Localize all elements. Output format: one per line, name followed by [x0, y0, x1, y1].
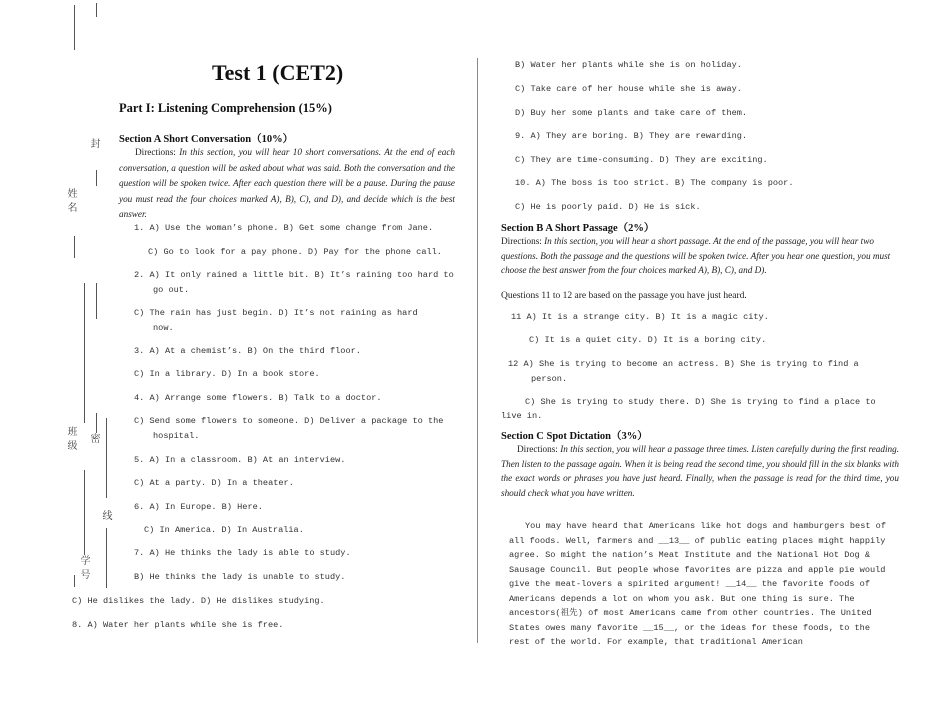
question-line: C) He is poorly paid. D) He is sick. [515, 202, 701, 212]
question-line: hospital. [153, 431, 200, 441]
question-line: 1. A) Use the woman’s phone. B) Get some change from Jane. [134, 223, 434, 233]
question-line: 11 A) It is a strange city. B) It is a magic city. [511, 312, 769, 322]
question-line: 9. A) They are boring. B) They are rewarding. [515, 131, 748, 141]
section-a-heading: Section A Short Conversation（10%） [119, 134, 294, 145]
directions-text: In this section, you will hear a passage three times. Listen carefully during the first reading. Then listen to the passage again. When it is being read the second time, you should fill in the six blanks with the exact words or phrases you have just heard. Finally, when the passage is read for the third time, you should check what you have written. [501, 444, 899, 498]
margin-line-label: 线 [100, 510, 111, 524]
part-heading: Part I: Listening Comprehension (15%) [119, 101, 332, 115]
section-a-directions [119, 145, 455, 223]
dictation-passage [509, 519, 893, 650]
margin-rule [106, 528, 107, 588]
margin-rule [84, 470, 85, 555]
section-c-directions [501, 442, 899, 500]
page-title: Test 1 (CET2) [212, 60, 344, 85]
question-line: C) Take care of her house while she is away. [515, 84, 742, 94]
directions-text: In this section, you will hear a short passage. At the end of the passage, you will hear two questions. Both the passage and the questions will be spoken twice. After you hear one question, you must choose the best answer from the four choices marked A), B), C), and D). [501, 236, 891, 275]
question-line: C) It is a quiet city. D) It is a boring city. [529, 335, 767, 345]
margin-rule [74, 575, 75, 587]
section-c-heading: Section C Spot Dictation（3%） [501, 431, 648, 442]
question-line: 7. A) He thinks the lady is able to study. [134, 548, 351, 558]
margin-rule [96, 3, 97, 17]
section-b-lead: Questions 11 to 12 are based on the passage you have just heard. [501, 291, 747, 301]
question-line: C) In America. D) In Australia. [144, 525, 304, 535]
question-line: B) Water her plants while she is on holiday. [515, 60, 742, 70]
question-line: C) They are time-consuming. D) They are exciting. [515, 155, 768, 165]
question-line: person. [531, 374, 568, 384]
question-line: C) The rain has just begin. D) It’s not raining as hard [134, 308, 418, 318]
margin-class-label: 班级 [65, 426, 76, 454]
margin-sealed-label: 密 [88, 433, 99, 447]
margin-rule [96, 170, 97, 186]
directions-label: Directions: [501, 236, 545, 246]
margin-rule [106, 418, 107, 498]
question-line: 6. A) In Europe. B) Here. [134, 502, 263, 512]
question-line: 4. A) Arrange some flowers. B) Talk to a doctor. [134, 393, 382, 403]
passage-text: You may have heard that Americans like hot dogs and hamburgers best of all foods. Well, farmers and __13__ of public eating places might happily agree. So might the nation’s Meat Institute and the National Hot Dog & Sausage Council. But people whose favorites are pizza and apple pie would give the meat-lovers a spirited argument! __14__ the favorite foods of Americans depends a lot on whom you ask. But one thing is sure. The ancestors(祖先) of most Americans came from other countries. The United States owes many favorite __15__, or the ideas for these foods, to the rest of the world. For example, that traditional American [509, 521, 886, 647]
question-line: 10. A) The boss is too strict. B) The company is poor. [515, 178, 794, 188]
margin-name-label: 姓名 [65, 188, 76, 216]
question-line: go out. [153, 285, 190, 295]
directions-text: In this section, you will hear 10 short conversations. At the end of each conversation, a question will be asked about what was said. Both the conversation and the question will be spoken twice. After each question there will be a pause. During the pause you must read the four choices marked A), B), C), and D), and decide which is the best answer. [119, 147, 455, 219]
margin-rule [74, 5, 75, 50]
margin-rule [84, 283, 85, 423]
margin-seal-label: 封 [88, 138, 99, 152]
margin-rule [96, 283, 97, 319]
question-line: C) Go to look for a pay phone. D) Pay for the phone call. [148, 247, 442, 257]
question-line: C) Send some flowers to someone. D) Deliver a package to the [134, 416, 444, 426]
question-line: D) Buy her some plants and take care of them. [515, 108, 748, 118]
margin-rule [96, 413, 97, 433]
question-line: 8. A) Water her plants while she is free. [72, 620, 284, 630]
question-line: C) He dislikes the lady. D) He dislikes studying. [72, 596, 325, 606]
question-line: 5. A) In a classroom. B) At an interview. [134, 455, 346, 465]
margin-rule [74, 236, 75, 258]
question-line: B) He thinks the lady is unable to study. [134, 572, 346, 582]
question-line: 2. A) It only rained a little bit. B) It’s raining too hard to [134, 270, 454, 280]
section-b-heading: Section B A Short Passage（2%） [501, 223, 655, 234]
question-line: C) In a library. D) In a book store. [134, 369, 320, 379]
question-line: C) At a party. D) In a theater. [134, 478, 294, 488]
question-line: 3. A) At a chemist’s. B) On the third floor. [134, 346, 361, 356]
question-line: live in. [501, 411, 543, 421]
directions-label: Directions: [517, 444, 561, 454]
question-line: now. [153, 323, 174, 333]
question-line: C) She is trying to study there. D) She is trying to find a place to [525, 397, 876, 407]
directions-label: Directions: [135, 147, 180, 157]
margin-student-no-label: 学号 [78, 555, 89, 583]
section-b-directions [501, 234, 899, 278]
column-divider [477, 58, 478, 643]
question-line: 12 A) She is trying to become an actress. B) She is trying to find a [508, 359, 859, 369]
